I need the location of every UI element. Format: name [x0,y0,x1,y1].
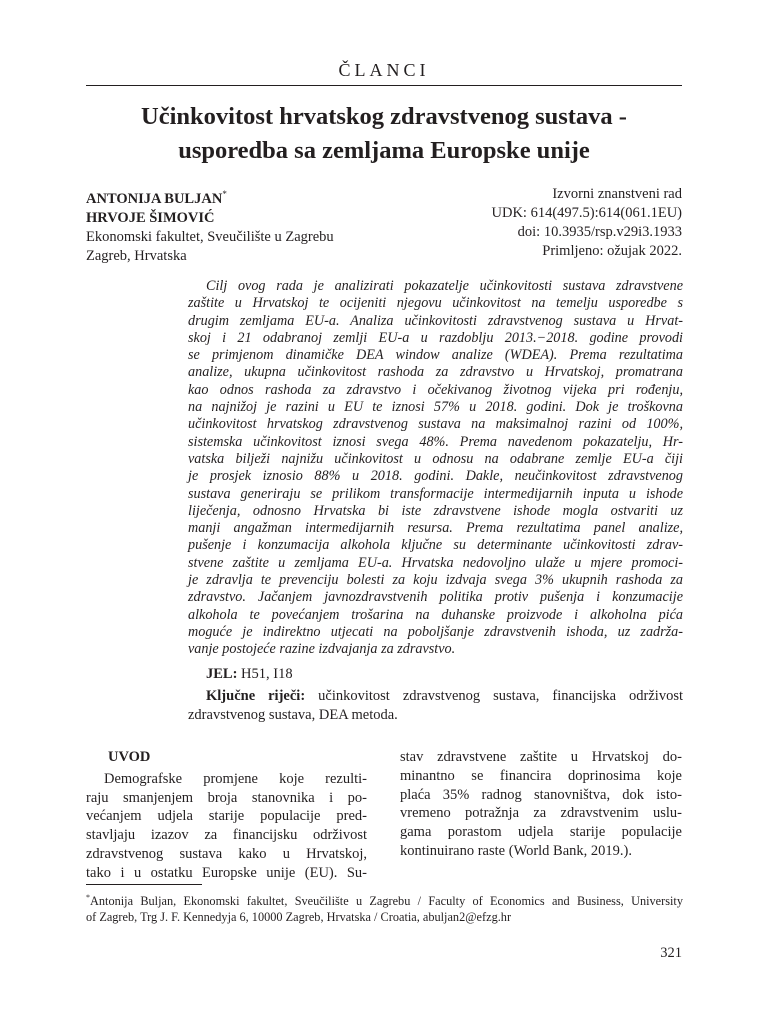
abstract-line: stvene zaštite u zemljama EU-a. Hrvatska nedovoljno ulaže u mjere promoci- [188,554,683,571]
keywords-line: zdravstvenog sustava, DEA metoda. [188,707,398,723]
page-number: 321 [660,945,682,961]
footnote-mark: * [86,893,90,902]
body-line: gama porastom udjela starije populacije [400,824,682,841]
body-line: većanjem udjela starije populacije pred- [86,808,367,825]
footnote-line: of Zagreb, Trg J. F. Kennedyja 6, 10000 Zagreb, Hrvatska / Croatia, abuljan2@efzg.hr [86,909,512,924]
abstract-line: Cilj ovog rada je analizirati pokazatelje učinkovitosti sustava zdravstvene [206,278,683,294]
body-column-right [400,748,682,861]
keywords-text: učinkovitost zdravstvenog sustava, financijska održivost [305,688,683,704]
section-heading: UVOD [108,749,151,765]
jel-label: JEL: [206,666,238,682]
abstract-line: zaštite u Hrvatskoj te ocijeniti njegovu učinkovitost na temelju usporedbe s [188,295,683,312]
title-line: usporedba sa zemljama Europske unije [178,137,590,164]
body-line: stav zdravstvene zaštite u Hrvatskoj do- [400,749,682,765]
abstract-line: sistemska učinkovitost iznosi svega 48%. Prema navedenom pokazatelju, Hr- [188,433,683,450]
title-line: Učinkovitost hrvatskog zdravstvenog sustava - [141,103,627,130]
body-line: vremeno potražnja za zdravstvenim uslu- [400,805,682,822]
section-divider [86,85,682,86]
body-column-left [86,748,367,883]
author-footnote-mark: * [222,189,227,199]
jel-codes [188,665,683,684]
abstract-line: se primjenom dinamičke DEA window analize (WDEA). Prema rezultatima [188,347,683,364]
abstract-line: moguće je indirektno utjecati na poboljšanje zdravstvenih ishoda, uz zadrža- [188,623,683,640]
keywords-line [188,687,683,706]
abstract-line: učinkovitost hrvatskog zdravstvenog sustava na maksimalnoj razini od 100%, [188,416,683,433]
author-name: HRVOJE ŠIMOVIĆ [86,209,215,226]
article-title [86,100,682,168]
doi: doi: 10.3935/rsp.v29i3.1933 [517,224,682,240]
body-line: kontinuirano raste (World Bank, 2019.). [400,842,632,859]
author-entry [86,185,396,209]
body-line: stavljaju izazov za financijsku održivost [86,827,367,844]
abstract-line: drugim zemljama EU-a. Analiza učinkovitosti zdravstvenog sustava u Hrvat- [188,312,683,329]
author-block [86,185,396,266]
body-line: zdravstvenog sustava kako u Hrvatskoj, [86,845,367,862]
keywords-label: Ključne riječi: [206,688,306,704]
abstract-line: liječenja, odnosno Hrvatska bi iste zdravstvene ishode mogla ostvariti uz [188,502,683,519]
abstract-line: pušenje i konzumacija alkohola ključne su determinante učinkovitosti zdrav- [188,537,683,554]
affiliation-line: Zagreb, Hrvatska [86,247,187,264]
udk-code: UDK: 614(497.5):614(061.1EU) [491,205,682,221]
abstract-line: na najnižoj je razini u EU te iznosi 57% u 2018. godini. Dok je troškovna [188,399,683,416]
footnote-divider [86,884,202,885]
abstract-line: sustava generiraju se prilikom transformacije intermedijarnih inputa u ishode [188,485,683,502]
abstract-line: skoj i 21 odabranoj zemlji EU-a u razdoblju 2013.−2018. godine provodi [188,329,683,346]
section-label: ČLANCI [338,60,430,80]
jel-line [188,665,683,684]
footnote [86,890,683,925]
received-date: Primljeno: ožujak 2022. [542,243,682,259]
abstract [188,278,683,659]
article-metadata [422,185,682,261]
abstract-line: zdravstvo. Jačanjem javnozdravstvenih politika protiv pušenja i konzumacije [188,589,683,606]
abstract-line: je prosjek iznosio 88% u 2018. godini. Dakle, neučinkovitost zdravstvenog [188,468,683,485]
abstract-line: alkohola te povećanjem trošarina na duhanske proizvode i alkoholna pića [188,606,683,623]
abstract-line: kao odnos rashoda za zdravstvo i očekivanog životnog vijeka pri rođenju, [188,381,683,398]
keywords [188,687,683,725]
footnote-line [86,890,683,910]
abstract-line: analize, ukupna učinkovitost rashoda za zdravstvo u Hrvatskoj, promatrana [188,364,683,381]
abstract-line: manji angažman intermedijarnih resursa. Prema rezultatima panel analize, [188,520,683,537]
body-line: minantno se financira doprinosima koje [400,767,682,784]
author-name: ANTONIJA BULJAN [86,190,223,207]
body-line: plaća 35% radnog stanovništva, dok isto- [400,786,682,803]
footnote-text: Antonija Buljan, Ekonomski fakultet, Sveučilište u Zagrebu / Faculty of Economics and Business, University [90,894,683,909]
article-type: Izvorni znanstveni rad [552,186,682,202]
body-line: tako i u ostatku Europske unije (EU). Su- [86,864,367,881]
abstract-line: je zdravlja te prevenciju bolesti za koju izdvaja svega 3% ukupnih rashoda za [188,572,683,589]
affiliation-line: Ekonomski fakultet, Sveučilište u Zagrebu [86,228,334,245]
jel-value: H51, I18 [237,666,293,682]
body-line: raju smanjenjem broja stanovnika i po- [86,789,367,806]
abstract-line: vatska bilježi najnižu učinkovitost u odnosu na odabrane zemlje EU-a čiji [188,450,683,467]
abstract-line: vanje postojeće razine izdvajanja za zdravstvo. [188,641,456,658]
body-line: Demografske promjene koje rezulti- [104,770,367,787]
